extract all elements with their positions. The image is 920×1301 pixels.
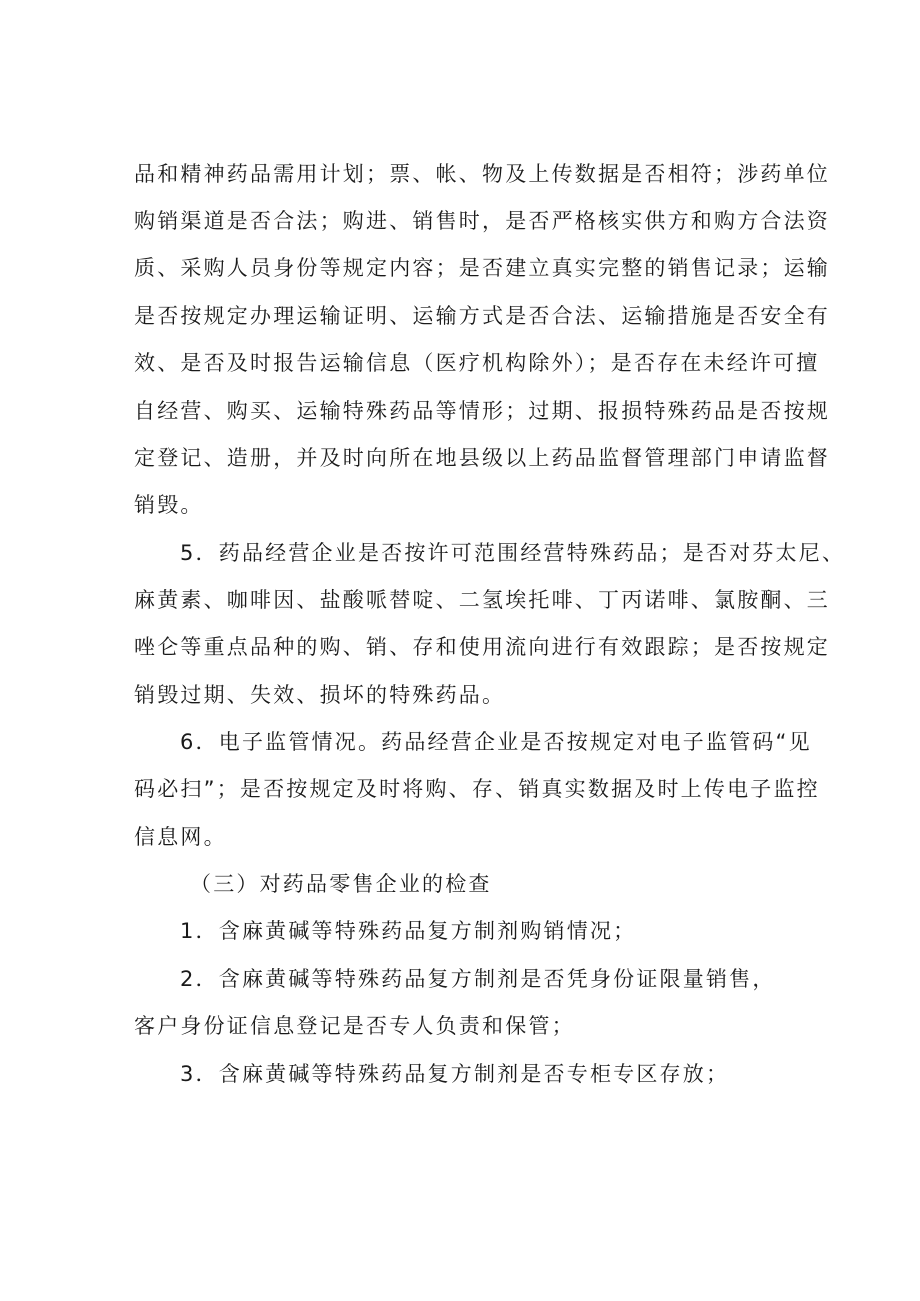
body-text-line: 购销渠道是否合法；购进、销售时，是否严格核实供方和购方合法资 xyxy=(134,209,830,233)
body-text-line: 唑仑等重点品种的购、销、存和使用流向进行有效跟踪；是否按规定 xyxy=(134,635,830,659)
body-text-line: 效、是否及时报告运输信息（医疗机构除外）；是否存在未经许可擅 xyxy=(134,351,820,375)
body-text-line: 销毁。 xyxy=(134,493,204,517)
retail-item-2-first-line: 2．含麻黄碱等特殊药品复方制剂是否凭身份证限量销售， xyxy=(180,967,776,991)
body-text-line: 定登记、造册，并及时向所在地县级以上药品监督管理部门申请监督 xyxy=(134,446,830,470)
body-text-line: 麻黄素、咖啡因、盐酸哌替啶、二氢埃托啡、丁丙诺啡、氯胺酮、三 xyxy=(134,588,830,612)
item-5-first-line: 5．药品经营企业是否按许可范围经营特殊药品；是否对芬太尼、 xyxy=(180,541,846,565)
retail-item-3: 3．含麻黄碱等特殊药品复方制剂是否专柜专区存放； xyxy=(180,1062,730,1086)
body-text-line: 销毁过期、失效、损坏的特殊药品。 xyxy=(134,683,506,707)
item-6-first-line: 6．电子监管情况。药品经营企业是否按规定对电子监管码“见 xyxy=(180,730,812,754)
body-text-line: 自经营、购买、运输特殊药品等情形；过期、报损特殊药品是否按规 xyxy=(134,399,830,423)
body-text-line: 质、采购人员身份等规定内容；是否建立真实完整的销售记录；运输 xyxy=(134,256,830,280)
retail-item-1: 1．含麻黄碱等特殊药品复方制剂购销情况； xyxy=(180,919,637,943)
body-text-line: 码必扫”；是否按规定及时将购、存、销真实数据及时上传电子监控 xyxy=(134,777,820,801)
body-text-line: 品和精神药品需用计划；票、帐、物及上传数据是否相符；涉药单位 xyxy=(134,162,830,186)
body-text-line: 客户身份证信息登记是否专人负责和保管； xyxy=(134,1014,575,1038)
section-heading: （三）对药品零售企业的检查 xyxy=(190,872,492,896)
body-text-line: 是否按规定办理运输证明、运输方式是否合法、运输措施是否安全有 xyxy=(134,304,830,328)
body-text-line: 信息网。 xyxy=(134,825,227,849)
